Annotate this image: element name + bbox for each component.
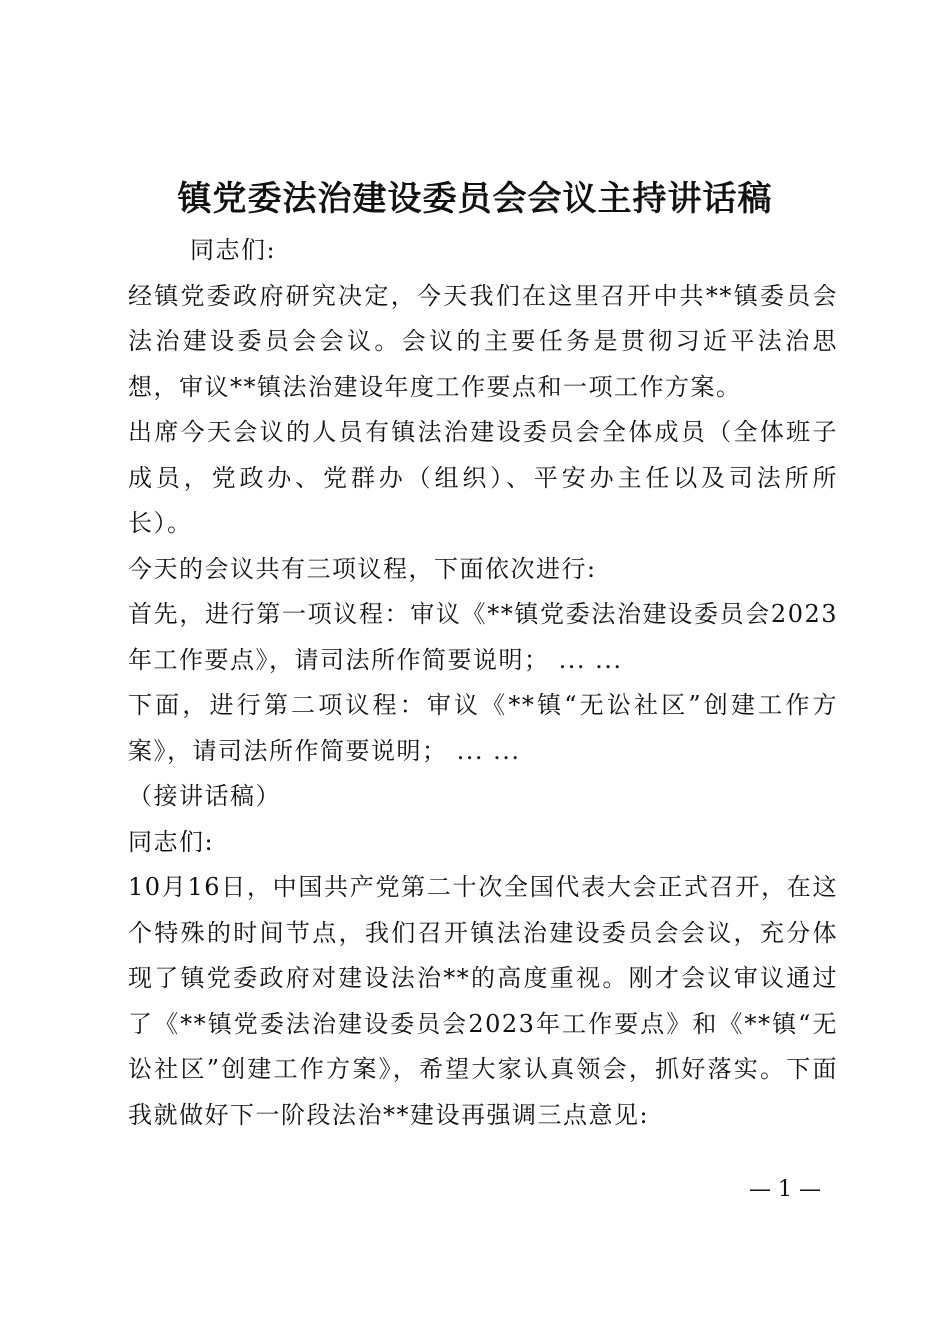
- paragraph-greeting-second: 同志们:: [128, 827, 215, 856]
- document-body: [128, 228, 838, 1138]
- page-number: — 1 —: [749, 1177, 821, 1202]
- paragraph-speech: 10月16日，中国共产党第二十次全国代表大会正式召开，在这个特殊的时间节点，我们召开镇法治建设委员会会议，充分体现了镇党委政府对建设法治**的高度重视。刚才会议审议通过了《**镇党委法治建设委员会2023年工作要点》和《**镇“无讼社区”创建工作方案》，希望大家认真领会，抓好落实。下面我就做好下一阶段法治**建设再强调三点意见:: [128, 873, 838, 1129]
- paragraph-attendees: 出席今天会议的人员有镇法治建设委员会全体成员（全体班子成员，党政办、党群办（组织）、平安办主任以及司法所所长）。: [128, 418, 838, 537]
- paragraph-agenda-item-2: 下面，进行第二项议程：审议《**镇“无讼社区”创建工作方案》，请司法所作简要说明； ... ...: [128, 691, 838, 765]
- document-title: 镇党委法治建设委员会会议主持讲话稿: [177, 179, 773, 219]
- paragraph-agenda-item-1: 首先，进行第一项议程：审议《**镇党委法治建设委员会2023年工作要点》，请司法所作简要说明； ... ...: [128, 600, 838, 674]
- paragraph-greeting: 同志们:: [190, 236, 277, 264]
- paragraph-opening: 经镇党委政府研究决定，今天我们在这里召开中共**镇委员会法治建设委员会会议。会议的主要任务是贯彻习近平法治思想，审议**镇法治建设年度工作要点和一项工作方案。: [128, 281, 838, 401]
- paragraph-agenda-intro: 今天的会议共有三项议程，下面依次进行:: [128, 554, 597, 583]
- paragraph-continue-note: （接讲话稿）: [128, 782, 281, 810]
